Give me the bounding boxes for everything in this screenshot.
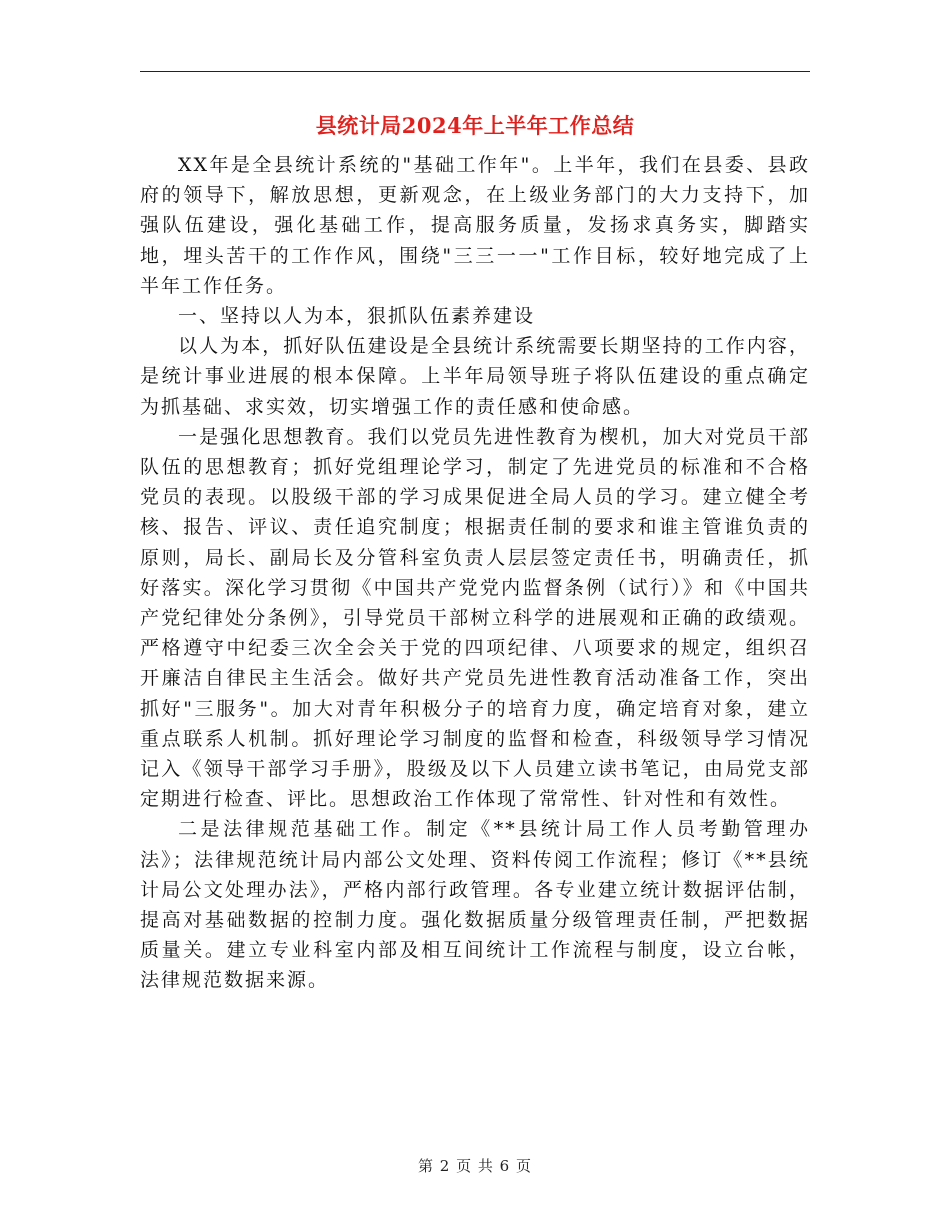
paragraph-legal-standards: 二是法律规范基础工作。制定《**县统计局工作人员考勤管理办法》；法律规范统计局内部公文处理、资料传阅工作流程；修订《**县统计局公文处理办法》，严格内部行政管理。各专业建立统计数据评估制，提高对基础数据的控制力度。强化数据质量分级管理责任制，严把数据质量关。建立专业科室内部及相互间统计工作流程与制度，设立台帐，法律规范数据来源。 (140, 818, 810, 992)
document-body (140, 150, 810, 996)
paragraph-section-1: 以人为本，抓好队伍建设是全县统计系统需要长期坚持的工作内容，是统计事业进展的根本保障。上半年局领导班子将队伍建设的重点确定为抓基础、求实效，切实增强工作的责任感和使命感。 (140, 335, 810, 418)
paragraph-intro: XX年是全县统计系统的"基础工作年"。上半年，我们在县委、县政府的领导下，解放思想，更新观念，在上级业务部门的大力支持下，加强队伍建设，强化基础工作，提高服务质量，发扬求真务实，脚踏实地，埋头苦干的工作作风，围绕"三三一一"工作目标，较好地完成了上半年工作任务。 (140, 154, 810, 297)
document-title: 县统计局2024年上半年工作总结 (315, 113, 635, 138)
section-heading-1: 一、坚持以人为本，狠抓队伍素养建设 (178, 305, 536, 328)
paragraph-thought-education: 一是强化思想教育。我们以党员先进性教育为楔机，加大对党员干部队伍的思想教育；抓好党组理论学习，制定了先进党员的标准和不合格党员的表现。以股级干部的学习成果促进全局人员的学习。建立健全考核、报告、评议、责任追究制度；根据责任制的要求和谁主管谁负责的原则，局长、副局长及分管科室负责人层层签定责任书，明确责任，抓好落实。深化学习贯彻《中国共产党党内监督条例（试行）》和《中国共产党纪律处分条例》，引导党员干部树立科学的进展观和正确的政绩观。严格遵守中纪委三次全会关于党的四项纪律、八项要求的规定，组织召开廉洁自律民主生活会。做好共产党员先进性教育活动准备工作，突出抓好"三服务"。加大对青年积极分子的培育力度，确定培育对象，建立重点联系人机制。抓好理论学习制度的监督和检查，科级领导学习情况记入《领导干部学习手册》，股级及以下人员建立读书笔记，由局党支部定期进行检查、评比。思想政治工作体现了常常性、针对性和有效性。 (140, 425, 810, 811)
header-rule (140, 71, 810, 72)
page-footer: 第 2 页 共 6 页 (418, 1157, 532, 1175)
